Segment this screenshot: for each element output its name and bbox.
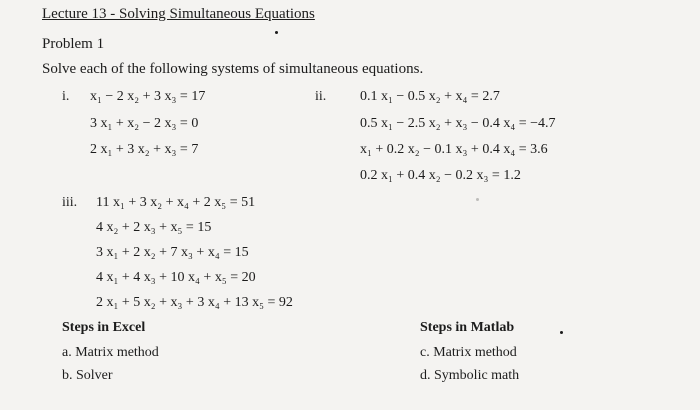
system-ii-eq-1: 0.1 x₁ − 0.5 x₂ + x₄ = 2.7: [360, 89, 500, 104]
stray-dot: [275, 31, 278, 34]
system-iii-eq-2: 4 x₂ + 2 x₃ + x₅ = 15: [96, 220, 212, 235]
excel-steps-heading: Steps in Excel: [62, 320, 146, 335]
excel-step-a: a. Matrix method: [62, 345, 159, 360]
matlab-steps-heading: Steps in Matlab: [420, 320, 515, 335]
system-iii-eq-3: 3 x₁ + 2 x₂ + 7 x₃ + x₄ = 15: [96, 245, 249, 260]
system-iii-eq-4: 4 x₁ + 4 x₃ + 10 x₄ + x₅ = 20: [96, 270, 256, 285]
excel-step-b: b. Solver: [62, 368, 113, 383]
matlab-step-d: d. Symbolic math: [420, 368, 520, 383]
faint-mark: [476, 198, 479, 201]
system-i-label: i.: [62, 89, 70, 104]
instructions: Solve each of the following systems of simultaneous equations.: [42, 61, 424, 77]
bullet-dot: [560, 331, 563, 334]
page-title: Lecture 13 - Solving Simultaneous Equations: [42, 6, 315, 22]
system-ii-eq-4: 0.2 x₁ + 0.4 x₂ − 0.2 x₃ = 1.2: [360, 168, 521, 183]
problem-heading: Problem 1: [42, 36, 105, 52]
system-ii-eq-3: x₁ + 0.2 x₂ − 0.1 x₃ + 0.4 x₄ = 3.6: [360, 142, 548, 157]
system-ii-eq-2: 0.5 x₁ − 2.5 x₂ + x₃ − 0.4 x₄ = −4.7: [360, 116, 556, 131]
system-i-eq-2: 3 x₁ + x₂ − 2 x₃ = 0: [90, 116, 199, 131]
system-i-eq-1: x₁ − 2 x₂ + 3 x₃ = 17: [90, 89, 206, 104]
system-iii-eq-5: 2 x₁ + 5 x₂ + x₃ + 3 x₄ + 13 x₅ = 92: [96, 295, 293, 310]
system-ii-label: ii.: [315, 89, 327, 104]
system-i-eq-3: 2 x₁ + 3 x₂ + x₃ = 7: [90, 142, 199, 157]
matlab-step-c: c. Matrix method: [420, 345, 517, 360]
system-iii-label: iii.: [62, 195, 78, 210]
system-iii-eq-1: 11 x₁ + 3 x₂ + x₄ + 2 x₅ = 51: [96, 195, 256, 210]
